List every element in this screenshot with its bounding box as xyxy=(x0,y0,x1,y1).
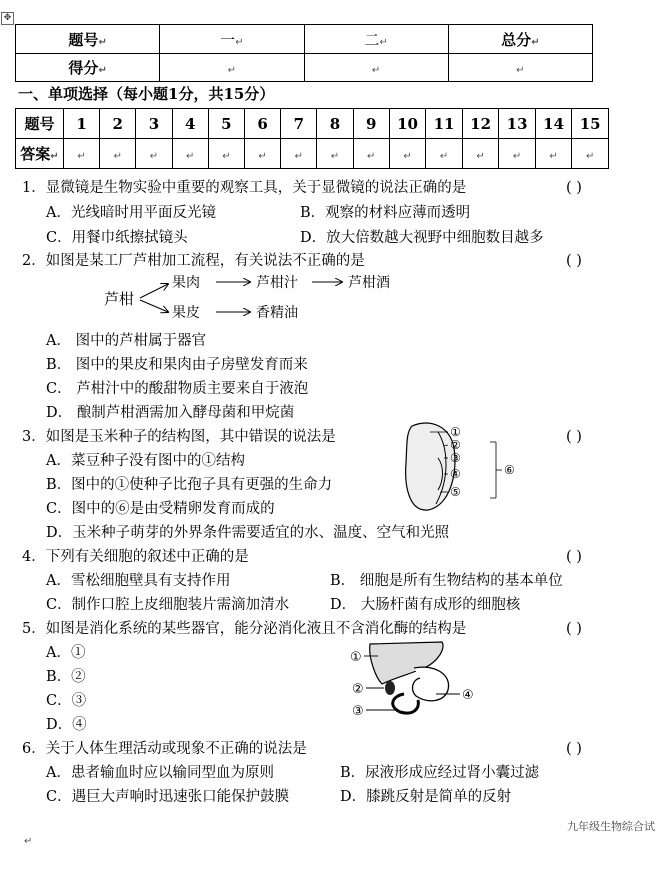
question-stem-6: 6．关于人体生理活动或现象不正确的说法是 xyxy=(22,741,307,757)
seed-label-4: ④ xyxy=(450,467,461,481)
question-4-option-C: C．制作口腔上皮细胞装片需滴加清水 xyxy=(46,597,290,613)
question-2-option-B: B． 图中的果皮和果肉由子房壁发育而来 xyxy=(46,357,308,373)
answer-cell-3[interactable]: ↵ xyxy=(136,139,172,169)
question-3-option-B: B．图中的①使种子比孢子具有更强的生命力 xyxy=(46,477,333,493)
question-4-option-A: A．雪松细胞壁具有支持作用 xyxy=(46,573,231,589)
question-1-option-C: C．用餐巾纸擦拭镜头 xyxy=(46,230,188,246)
table-move-handle-icon[interactable]: ✥ xyxy=(1,12,14,25)
answer-number-6: 6 xyxy=(244,109,280,139)
answer-number-11: 11 xyxy=(426,109,463,139)
question-2-option-C: C． 芦柑汁中的酸甜物质主要来自于液泡 xyxy=(46,381,309,397)
score-header-total: 总分↵ xyxy=(448,25,592,54)
seed-label-2: ② xyxy=(450,438,461,452)
answer-row-label: 答案↵ xyxy=(16,139,64,169)
score-header-1: 一↵ xyxy=(160,25,304,54)
question-2-option-A: A． 图中的芦柑属于器官 xyxy=(46,333,207,349)
answer-cell-6[interactable]: ↵ xyxy=(244,139,280,169)
question-5-option-B: B．② xyxy=(46,669,86,685)
answer-number-2: 2 xyxy=(100,109,136,139)
question-6-option-D: D．膝跳反射是简单的反射 xyxy=(340,789,512,805)
answer-cell-7[interactable]: ↵ xyxy=(281,139,317,169)
question-1-option-B: B．观察的材料应薄而透明 xyxy=(300,205,471,221)
answer-cell-12[interactable]: ↵ xyxy=(462,139,499,169)
flow-bottom-1: 香精油 xyxy=(256,305,298,321)
answer-number-5: 5 xyxy=(208,109,244,139)
question-3-option-D: D．玉米种子萌芽的外界条件需要适宜的水、温度、空气和光照 xyxy=(46,525,450,541)
organ-label-3: ③ xyxy=(352,704,364,719)
answer-number-1: 1 xyxy=(63,109,99,139)
question-4-option-D: D． 大肠杆菌有成形的细胞核 xyxy=(330,597,521,613)
question-stem-4: 4．下列有关细胞的叙述中正确的是 xyxy=(22,549,249,565)
flow-top-2: 芦柑酒 xyxy=(348,275,390,291)
answer-blank-2[interactable]: ( ) xyxy=(566,253,582,269)
seed-label-6: ⑥ xyxy=(504,463,515,477)
score-table xyxy=(15,24,593,82)
answer-blank-6[interactable]: ( ) xyxy=(566,741,582,757)
answer-number-13: 13 xyxy=(499,109,536,139)
answer-cell-2[interactable]: ↵ xyxy=(100,139,136,169)
answer-cell-9[interactable]: ↵ xyxy=(353,139,389,169)
answer-number-4: 4 xyxy=(172,109,208,139)
answer-number-10: 10 xyxy=(389,109,426,139)
answer-number-7: 7 xyxy=(281,109,317,139)
answer-blank-1[interactable]: ( ) xyxy=(566,180,582,196)
answer-cell-8[interactable]: ↵ xyxy=(317,139,353,169)
question-2-option-D: D． 酿制芦柑酒需加入酵母菌和甲烷菌 xyxy=(46,405,295,421)
page-footer: 九年级生物综合试 xyxy=(567,820,655,833)
question-5-option-D: D．④ xyxy=(46,717,87,733)
seed-label-3: ③ xyxy=(450,451,461,465)
question-3-option-C: C．图中的⑥是由受精卵发育而成的 xyxy=(46,501,275,517)
paragraph-mark-icon: ↵ xyxy=(24,836,33,847)
seed-label-1: ① xyxy=(450,425,461,439)
answer-number-9: 9 xyxy=(353,109,389,139)
question-4-option-B: B． 细胞是所有生物结构的基本单位 xyxy=(330,573,563,589)
score-cell[interactable]: ↵ xyxy=(160,54,304,82)
digestive-organs-figure xyxy=(348,638,483,722)
answer-blank-4[interactable]: ( ) xyxy=(566,549,582,565)
organ-label-4: ④ xyxy=(462,688,474,703)
question-6-option-A: A．患者输血时应以输同型血为原则 xyxy=(46,765,274,781)
question-stem-1: 1．显微镜是生物实验中重要的观察工具，关于显微镜的说法正确的是 xyxy=(22,180,467,196)
answer-number-14: 14 xyxy=(535,109,572,139)
corn-seed-figure xyxy=(400,418,530,518)
flow-top-1: 芦柑汁 xyxy=(256,275,298,291)
question-1-option-D: D．放大倍数越大视野中细胞数目越多 xyxy=(300,230,544,246)
citrus-flow-diagram xyxy=(100,270,410,326)
seed-label-5: ⑤ xyxy=(450,485,461,499)
organ-label-2: ② xyxy=(352,682,364,697)
question-stem-2: 2．如图是某工厂芦柑加工流程，有关说法不正确的是 xyxy=(22,253,365,269)
answer-header-label: 题号 xyxy=(16,109,64,139)
answer-number-15: 15 xyxy=(572,109,609,139)
score-row-label: 得分↵ xyxy=(16,54,160,82)
score-header-number: 题号↵ xyxy=(16,25,160,54)
score-cell[interactable]: ↵ xyxy=(448,54,592,82)
flow-bottom-0: 果皮 xyxy=(172,305,200,321)
answer-cell-5[interactable]: ↵ xyxy=(208,139,244,169)
answer-cell-14[interactable]: ↵ xyxy=(535,139,572,169)
answer-table xyxy=(15,108,609,169)
answer-number-12: 12 xyxy=(462,109,499,139)
question-5-option-C: C．③ xyxy=(46,693,87,709)
question-6-option-B: B．尿液形成应经过肾小囊过滤 xyxy=(340,765,540,781)
flow-top-0: 果肉 xyxy=(172,275,200,291)
answer-blank-3[interactable]: ( ) xyxy=(566,429,582,445)
question-stem-5: 5．如图是消化系统的某些器官，能分泌消化液且不含消化酶的结构是 xyxy=(22,621,467,637)
question-5-option-A: A．① xyxy=(46,645,86,661)
score-header-2: 二↵ xyxy=(304,25,448,54)
flow-root: 芦柑 xyxy=(104,290,135,308)
question-1-option-A: A．光线暗时用平面反光镜 xyxy=(46,205,216,221)
answer-cell-11[interactable]: ↵ xyxy=(426,139,463,169)
answer-number-3: 3 xyxy=(136,109,172,139)
answer-blank-5[interactable]: ( ) xyxy=(566,621,582,637)
question-stem-3: 3．如图是玉米种子的结构图，其中错误的说法是 xyxy=(22,429,336,445)
score-cell[interactable]: ↵ xyxy=(304,54,448,82)
answer-number-8: 8 xyxy=(317,109,353,139)
section-title: 一、单项选择（每小题1分，共15分） xyxy=(18,85,275,103)
answer-cell-1[interactable]: ↵ xyxy=(63,139,99,169)
answer-cell-10[interactable]: ↵ xyxy=(389,139,426,169)
answer-cell-15[interactable]: ↵ xyxy=(572,139,609,169)
answer-cell-4[interactable]: ↵ xyxy=(172,139,208,169)
organ-label-1: ① xyxy=(350,650,362,665)
question-3-option-A: A．菜豆种子没有图中的①结构 xyxy=(46,453,245,469)
question-6-option-C: C．遇巨大声响时迅速张口能保护鼓膜 xyxy=(46,789,290,805)
answer-cell-13[interactable]: ↵ xyxy=(499,139,536,169)
